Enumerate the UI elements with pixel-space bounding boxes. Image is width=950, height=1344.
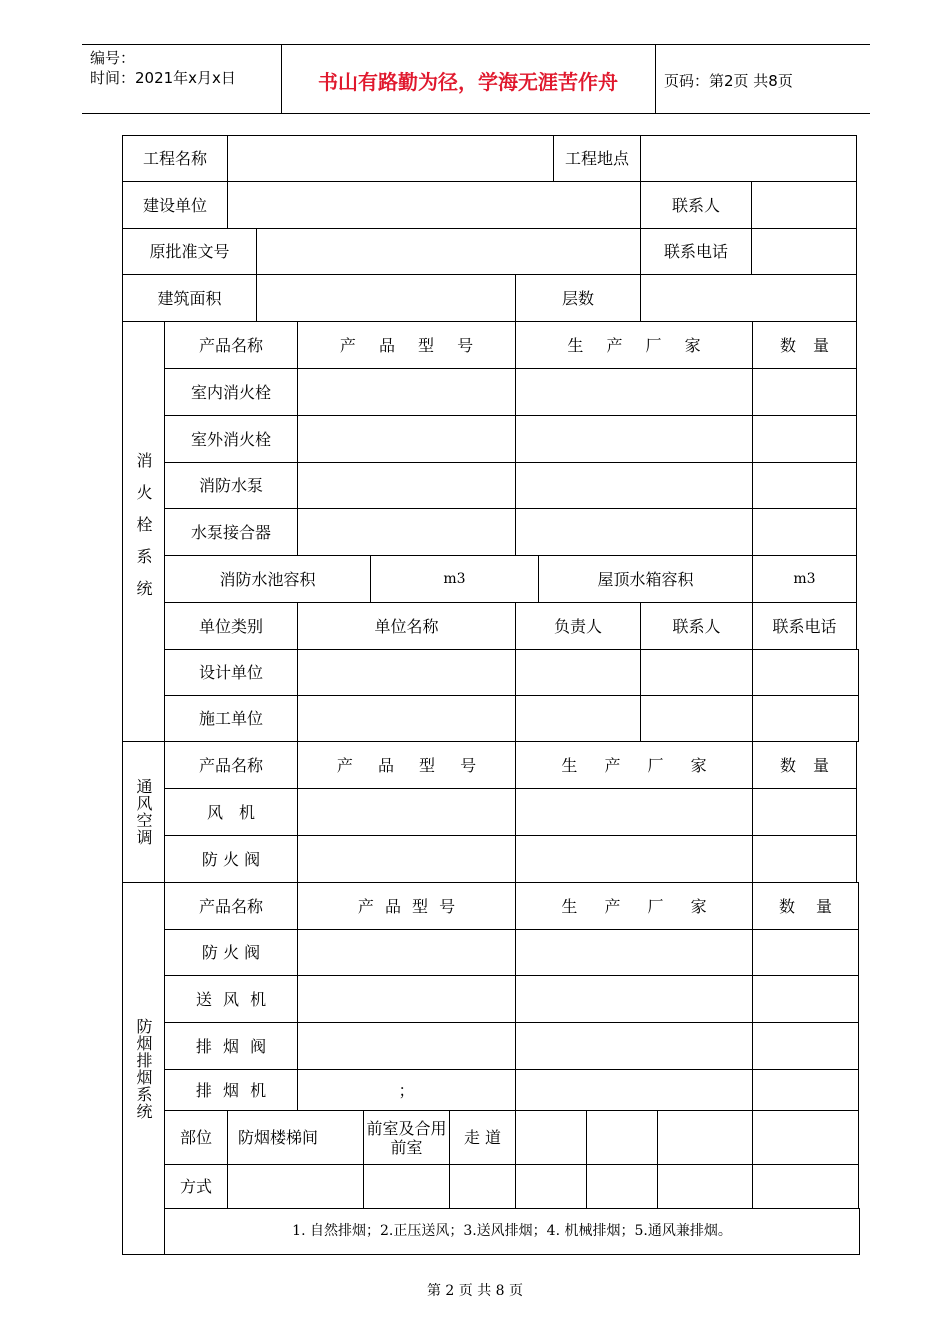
unit-header-contact: 联系人 [640, 602, 753, 650]
hvac-row-model[interactable] [297, 788, 516, 836]
hydrant-row-qty[interactable] [752, 508, 857, 556]
number-label: 编号： [90, 49, 136, 67]
hvac-row-label: 防 火 阀 [164, 835, 298, 883]
hydrant-section-text: 消火栓系统 [134, 451, 153, 612]
smoke-section-text: 防烟排烟系统 [134, 1017, 153, 1120]
hvac-section-text: 通风空调 [134, 778, 153, 846]
hydrant-row-maker[interactable] [515, 415, 753, 463]
unit-row-contact[interactable] [640, 695, 753, 742]
unit-header-phone: 联系电话 [752, 602, 857, 650]
hydrant-header-qty: 数 量 [752, 321, 857, 369]
hvac-row-label: 风 机 [164, 788, 298, 836]
building-area-field[interactable] [256, 274, 516, 322]
unit-row-phone[interactable] [752, 649, 859, 696]
unit-row-leader[interactable] [515, 695, 641, 742]
smoke-header-model: 产 品 型 号 [297, 882, 516, 930]
hvac-header-maker: 生 产 厂 家 [515, 741, 753, 789]
contact-phone-field[interactable] [751, 228, 857, 275]
smoke-row-maker[interactable] [515, 1069, 753, 1111]
unit-row-name[interactable] [297, 695, 516, 742]
method-cell[interactable] [449, 1164, 516, 1209]
pool-volume-unit: m3 [370, 555, 539, 603]
builder-label: 建设单位 [122, 181, 228, 229]
smoke-header-qty: 数 量 [752, 882, 859, 930]
smoke-row-model[interactable] [297, 1069, 516, 1111]
hvac-header-model: 产 品 型 号 [297, 741, 516, 789]
motto: 书山有路勤为径，学海无涯苦作舟 [318, 70, 618, 94]
method-cell[interactable] [515, 1164, 587, 1209]
position-label: 部位 [164, 1110, 228, 1165]
hvac-row-model[interactable] [297, 835, 516, 883]
smoke-row-label: 排 烟 阀 [164, 1022, 298, 1070]
floors-label: 层数 [515, 274, 641, 322]
header-divider [655, 44, 656, 114]
project-name-field[interactable] [227, 135, 554, 182]
hydrant-header-product: 产品名称 [164, 321, 298, 369]
unit-header-name: 单位名称 [297, 602, 516, 650]
header-bottom-rule [82, 113, 870, 114]
front-room-label: 前室及合用前室 [363, 1110, 450, 1165]
builder-field[interactable] [227, 181, 641, 229]
header-meta [90, 48, 236, 88]
hvac-row-qty[interactable] [752, 788, 857, 836]
hydrant-row-qty[interactable] [752, 415, 857, 463]
hydrant-row-label: 消防水泵 [164, 462, 298, 509]
hydrant-row-qty[interactable] [752, 368, 857, 416]
contact-phone-label: 联系电话 [640, 228, 752, 275]
smoke-row-model[interactable] [297, 1022, 516, 1070]
hydrant-header-maker: 生 产 厂 家 [515, 321, 753, 369]
method-note: 1. 自然排烟；2.正压送风；3.送风排烟；4. 机械排烟；5.通风兼排烟。 [164, 1208, 860, 1255]
unit-header-leader: 负责人 [515, 602, 641, 650]
method-cell[interactable] [657, 1164, 753, 1209]
smoke-section-label [122, 882, 165, 1255]
stair-label: 防烟楼梯间 [227, 1110, 364, 1165]
hydrant-row-maker[interactable] [515, 508, 753, 556]
method-cell[interactable] [586, 1164, 658, 1209]
project-site-label: 工程地点 [553, 135, 641, 182]
hvac-row-maker[interactable] [515, 788, 753, 836]
hvac-header-qty: 数 量 [752, 741, 857, 789]
smoke-row-qty[interactable] [752, 1022, 859, 1070]
contact-person-label: 联系人 [640, 181, 752, 229]
hvac-header-product: 产品名称 [164, 741, 298, 789]
floors-field[interactable] [640, 274, 857, 322]
smoke-header-maker: 生 产 厂 家 [515, 882, 753, 930]
approval-no-field[interactable] [256, 228, 641, 275]
smoke-row-maker[interactable] [515, 1022, 753, 1070]
hydrant-row-maker[interactable] [515, 462, 753, 509]
hvac-row-maker[interactable] [515, 835, 753, 883]
method-cell[interactable] [227, 1164, 364, 1209]
position-extra-cell[interactable] [752, 1110, 859, 1165]
hydrant-row-model[interactable] [297, 462, 516, 509]
hydrant-row-qty[interactable] [752, 462, 857, 509]
header-top-rule [82, 44, 870, 45]
smoke-row-label: 送 风 机 [164, 975, 298, 1023]
smoke-row-model[interactable] [297, 975, 516, 1023]
smoke-row-maker[interactable] [515, 929, 753, 976]
hvac-section-label [122, 741, 165, 883]
method-label: 方式 [164, 1164, 228, 1209]
hydrant-row-model[interactable] [297, 508, 516, 556]
method-cell[interactable] [752, 1164, 859, 1209]
corridor-label: 走 道 [449, 1110, 516, 1165]
smoke-row-label: 排 烟 机 [164, 1069, 298, 1111]
unit-row-label: 施工单位 [164, 695, 298, 742]
project-name-label: 工程名称 [122, 135, 228, 182]
smoke-row-maker[interactable] [515, 975, 753, 1023]
smoke-row-qty[interactable] [752, 1069, 859, 1111]
unit-row-name[interactable] [297, 649, 516, 696]
hydrant-row-model[interactable] [297, 368, 516, 416]
hydrant-header-model: 产 品 型 号 [297, 321, 516, 369]
contact-person-field[interactable] [751, 181, 857, 229]
smoke-header-product: 产品名称 [164, 882, 298, 930]
smoke-row-model[interactable] [297, 929, 516, 976]
page-footer: 第 2 页 共 8 页 [426, 1283, 524, 1299]
hydrant-row-maker[interactable] [515, 368, 753, 416]
unit-row-phone[interactable] [752, 695, 859, 742]
unit-row-leader[interactable] [515, 649, 641, 696]
unit-header-type: 单位类别 [164, 602, 298, 650]
building-area-label: 建筑面积 [122, 274, 257, 322]
page-indicator: 页码：第2页 共8页 [664, 72, 793, 90]
hydrant-row-label: 室外消火栓 [164, 415, 298, 463]
smoke-row-label: 防 火 阀 [164, 929, 298, 976]
time-label: 时间：2021年x月x日 [90, 69, 236, 87]
semicolon-mark: ； [398, 1080, 415, 1100]
hydrant-row-label: 水泵接合器 [164, 508, 298, 556]
project-site-field[interactable] [640, 135, 857, 182]
hydrant-row-model[interactable] [297, 415, 516, 463]
unit-row-contact[interactable] [640, 649, 753, 696]
smoke-row-qty[interactable] [752, 929, 859, 976]
method-cell[interactable] [363, 1164, 450, 1209]
roof-tank-unit: m3 [752, 555, 857, 603]
hvac-row-qty[interactable] [752, 835, 857, 883]
roof-tank-label: 屋顶水箱容积 [538, 555, 753, 603]
approval-no-label: 原批准文号 [122, 228, 257, 275]
position-extra-cell[interactable] [515, 1110, 587, 1165]
position-extra-cell[interactable] [586, 1110, 658, 1165]
unit-row-label: 设计单位 [164, 649, 298, 696]
hydrant-section-label [122, 321, 165, 742]
position-extra-cell[interactable] [657, 1110, 753, 1165]
hydrant-row-label: 室内消火栓 [164, 368, 298, 416]
pool-volume-label: 消防水池容积 [164, 555, 371, 603]
smoke-row-qty[interactable] [752, 975, 859, 1023]
